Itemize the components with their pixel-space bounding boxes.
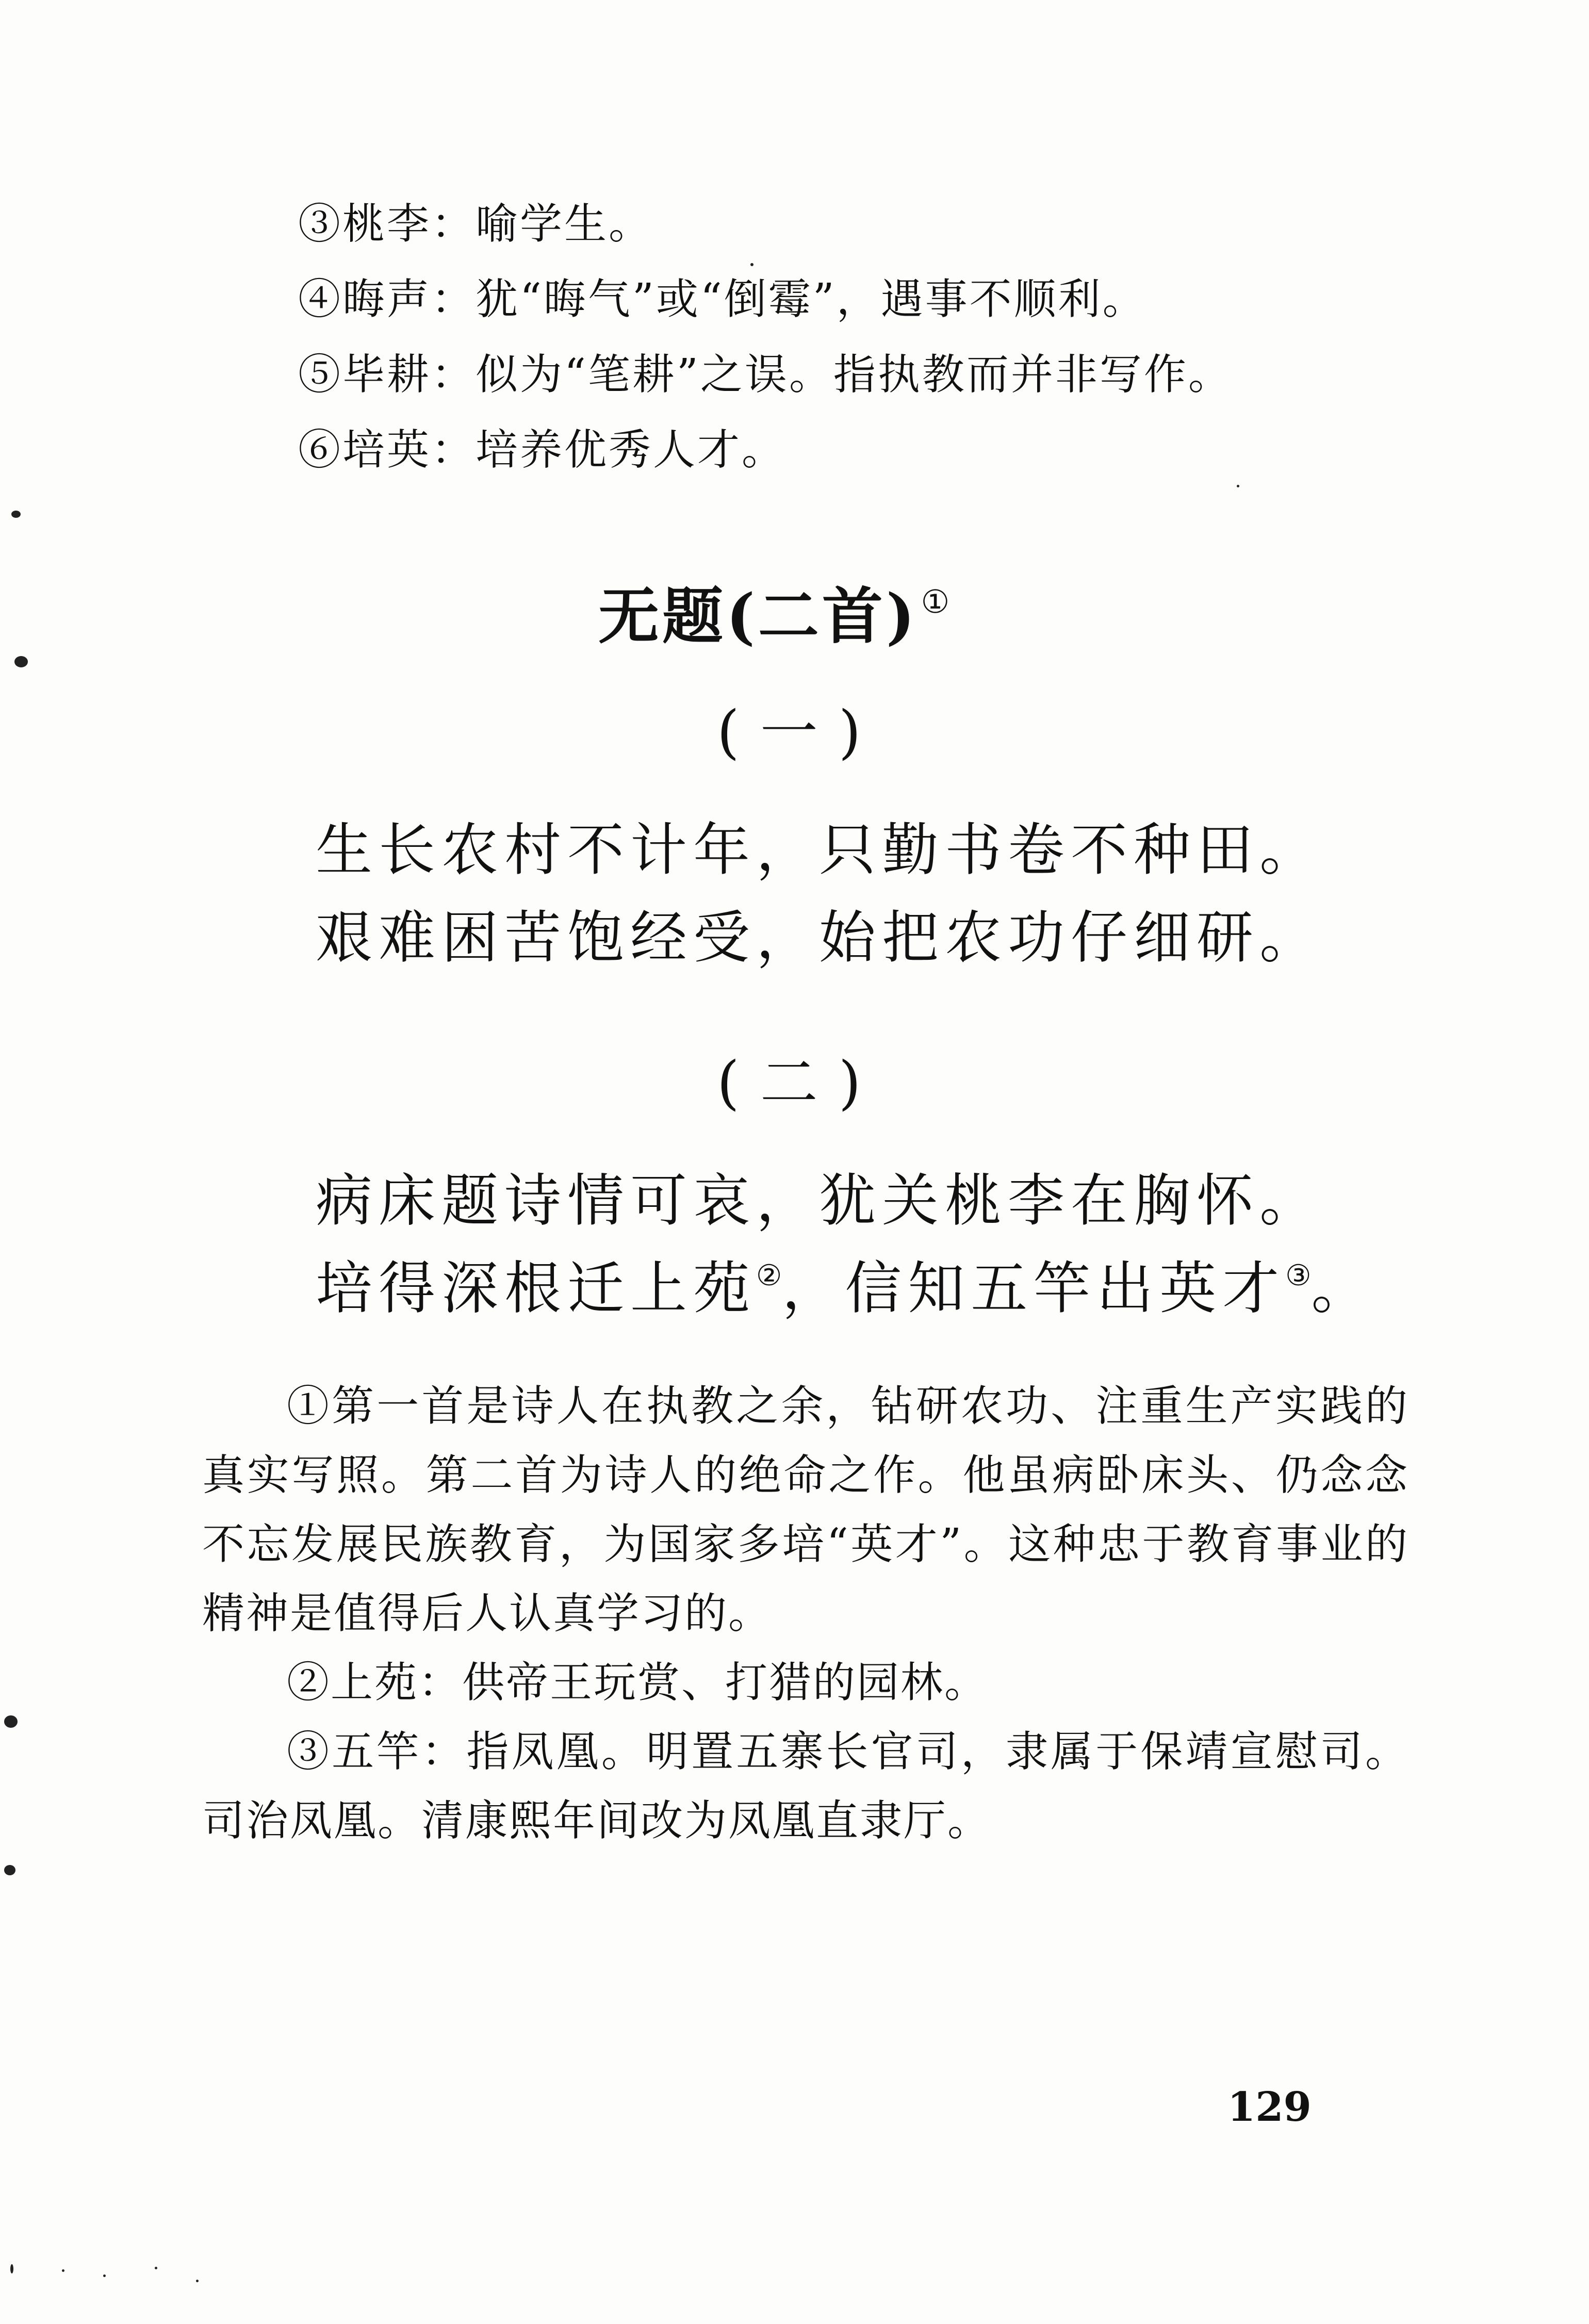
scan-speck [4, 1715, 18, 1728]
scan-speck [14, 656, 28, 667]
title-note-marker: ① [921, 583, 953, 620]
poem-line: 艰难困苦饱经受，始把农功仔细研。 [316, 905, 1322, 971]
poem-line [316, 1243, 1374, 1324]
note-peiying: ⑥培英：培养优秀人才。 [298, 425, 787, 474]
footnote-2: ②上苑：供帝王玩赏、打猎的园林。 [287, 1658, 989, 1707]
footnote-3: ③五竿：指凤凰。明置五寨长官司，隶属于保靖宣慰司。司治凤凰。清康熙年间改为凤凰直隶厅。 [202, 1727, 1409, 1845]
scan-speck [11, 511, 21, 518]
poem-line: 病床题诗情可哀，犹关桃李在胸怀。 [316, 1168, 1322, 1234]
section-mark-2: (二) [717, 1050, 882, 1117]
poem-line-part: 。 [1311, 1255, 1374, 1321]
footnote-1: ①第一首是诗人在执教之余，钻研农功、注重生产实践的真实写照。第二首为诗人的绝命之作。他虽病卧床头、仍念念不忘发展民族教育，为国家多培“英才”。这种忠于教育事业的精神是值得后人认真学习的。 [202, 1382, 1409, 1638]
scan-speck [196, 2280, 199, 2282]
scan-speck [10, 2264, 13, 2273]
scan-speck [750, 263, 753, 266]
scan-speck [155, 2267, 157, 2269]
poem-line-part: 培得深根迁上苑 [316, 1255, 756, 1321]
note-huisheng: ④晦声：犹“晦气”或“倒霉”，遇事不顺利。 [298, 275, 1147, 324]
scan-speck [4, 1865, 15, 1875]
poem-title [598, 567, 953, 655]
note-marker-3: ③ [1285, 1259, 1312, 1292]
note-taoli: ③桃李：喻学生。 [298, 200, 653, 249]
scan-speck [62, 2269, 64, 2272]
poem-line-part: ，信知五竿出英才 [782, 1255, 1286, 1321]
scan-speck [103, 2274, 106, 2277]
section-mark-1: (一) [717, 699, 882, 766]
page-number: 129 [1227, 2084, 1312, 2131]
scan-speck [1237, 485, 1239, 487]
note-marker-2: ② [756, 1259, 782, 1292]
footnotes [202, 1372, 1409, 1856]
poem-line: 生长农村不计年，只勤书卷不种田。 [316, 817, 1322, 883]
note-bigeng: ⑤毕耕：似为“笔耕”之误。指执教而并非写作。 [298, 350, 1233, 399]
poem-title-text: 无题(二首) [598, 580, 918, 652]
